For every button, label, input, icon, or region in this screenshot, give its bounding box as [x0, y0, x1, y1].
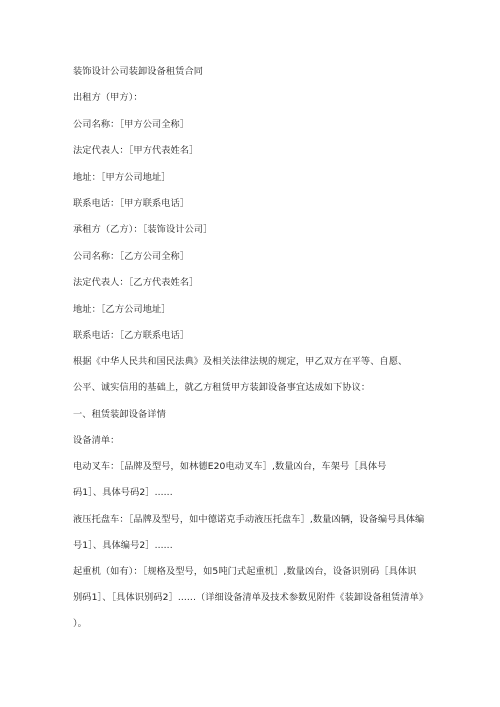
crane-item-end: ）。 [73, 618, 87, 630]
lessee-phone: 联系电话：［乙方联系电话］ [73, 329, 190, 341]
pallet-truck-item: 液压托盘车：［品牌及型号，如中德诺克手动液压托盘车］,数量凶辆，设备编号具体编 [73, 513, 425, 525]
section-heading: 一、租赁装卸设备详情 [73, 408, 166, 420]
crane-item: 起重机（如有）：［规格及型号，如5吨门式起重机］,数量凶台，设备识别码［具体识 [73, 566, 417, 578]
forklift-item: 电动叉车：［品牌及型号，如林德E20电动叉车］,数量凶台，车架号［具体号 [73, 461, 387, 473]
lessee-representative: 法定代表人：［乙方代表姓名］ [73, 277, 199, 289]
lessee-heading: 承租方（乙方）：［装饰设计公司］ [73, 224, 213, 236]
document-body [73, 65, 443, 630]
lessor-heading: 出租方（甲方）： [73, 92, 143, 104]
preamble-line: 公平、诚实信用的基础上，就乙方租赁甲方装卸设备事宜达成如下协议： [73, 382, 371, 394]
crane-item-continued: 别码1］、［具体识别码2］......（详细设备清单及技术参数见附件《装卸设备租赁清单》 [73, 592, 429, 604]
pallet-truck-item-continued: 号1］、具体编号2］...... [73, 539, 173, 551]
lessee-company: 公司名称：［乙方公司全称］ [73, 250, 190, 262]
forklift-item-continued: 码1］、具体号码2］...... [73, 487, 173, 499]
lessor-address: 地址：［甲方公司地址］ [73, 171, 171, 183]
preamble-line: 根据《中华人民共和国民法典》及相关法律法规的规定，甲乙双方在平等、自愿、 [73, 356, 408, 368]
lessor-company: 公司名称：［甲方公司全称］ [73, 118, 190, 130]
lessee-address: 地址：［乙方公司地址］ [73, 303, 171, 315]
lessor-phone: 联系电话：［甲方联系电话］ [73, 197, 190, 209]
equipment-list-label: 设备清单： [73, 435, 120, 447]
lessor-representative: 法定代表人：［甲方代表姓名］ [73, 145, 199, 157]
document-title: 装饰设计公司装卸设备租赁合同 [73, 66, 204, 77]
